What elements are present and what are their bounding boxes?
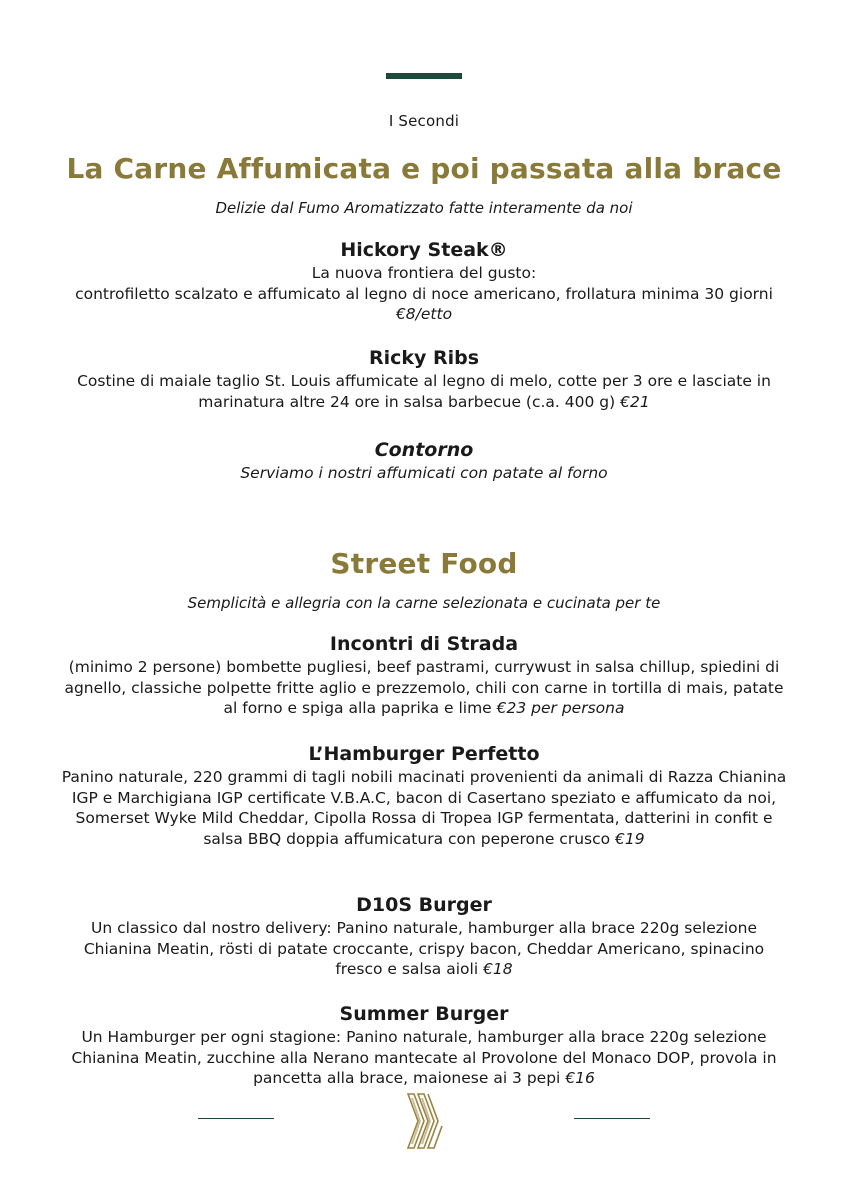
section-title-street-food: Street Food <box>330 547 518 580</box>
menu-item-description <box>60 1027 788 1089</box>
menu-item-description-text: controfiletto scalzato e affumicato al legno di noce americano, frollatura minima 30 giorni <box>75 284 773 303</box>
menu-item-price: €19 <box>615 829 645 848</box>
menu-item-description <box>60 263 788 325</box>
menu-item-description-text: Un classico dal nostro delivery: Panino naturale, hamburger alla brace 220g selezione Chianina Meatin, rösti di patate croccante, crispy bacon, Cheddar Americano, spinacino fresco e salsa aioli <box>83 919 765 978</box>
menu-item-name: Incontri di Strada <box>329 633 519 655</box>
menu-item-price: €21 <box>620 392 650 411</box>
menu-item-description-text: Panino naturale, 220 grammi di tagli nobili macinati provenienti da animali di Razza Chianina IGP e Marchigiana IGP certificate V.B.A.C, bacon di Casertano speziato e affumicato da noi, Somerset Wyke Mild Cheddar, Cipolla Rossa di Tropea IGP fermentata, datterini in confit e salsa BBQ doppia affumicatura con peperone crusco <box>61 768 787 848</box>
menu-item-name: Contorno <box>374 439 474 461</box>
menu-item-name: Summer Burger <box>339 1003 509 1025</box>
gold-chevron-monogram-icon <box>404 1092 444 1150</box>
top-divider <box>386 73 462 79</box>
menu-item-description-text: Costine di maiale taglio St. Louis affumicate al legno di melo, cotte per 3 ore e lasciate in marinatura altre 24 ore in salsa barbecue (c.a. 400 g) <box>77 372 771 411</box>
menu-item-price: €23 per persona <box>496 699 625 717</box>
menu-item-incontri-di-strada <box>60 632 788 719</box>
menu-item-description-text: (minimo 2 persone) bombette pugliesi, beef pastrami, currywust in salsa chillup, spiedini di agnello, classiche polpette fritte aglio e prezzemolo, chili con carne in tortilla di mais, patate al forno e spiga alla paprika e lime <box>64 658 784 717</box>
menu-item-description <box>60 918 788 980</box>
menu-item-summer-burger <box>60 1002 788 1089</box>
menu-item-hamburger-perfetto <box>60 742 788 849</box>
footer-divider-left <box>198 1118 274 1119</box>
section-title-carne-affumicata: La Carne Affumicata e poi passata alla brace <box>66 152 782 185</box>
menu-item-description-text: Un Hamburger per ogni stagione: Panino naturale, hamburger alla brace 220g selezione Chianina Meatin, zucchine alla Nerano mantecate al Provolone del Monaco DOP, provola in pancetta alla brace, maionese ai 3 pepi <box>71 1028 777 1087</box>
menu-item-description <box>60 767 788 849</box>
menu-item-contorno <box>60 438 788 484</box>
menu-item-description-intro: La nuova frontiera del gusto: <box>311 264 537 282</box>
menu-item-price: €8/etto <box>395 305 453 323</box>
menu-item-description <box>60 371 788 412</box>
footer-divider-right <box>574 1118 650 1119</box>
menu-item-price: €16 <box>565 1069 595 1087</box>
section-subtitle-carne-affumicata: Delizie dal Fumo Aromatizzato fatte interamente da noi <box>215 199 633 217</box>
menu-item-description: Serviamo i nostri affumicati con patate al forno <box>240 464 608 482</box>
page-kicker: I Secondi <box>388 112 460 130</box>
menu-item-name: Ricky Ribs <box>368 347 480 369</box>
menu-item-hickory-steak <box>60 238 788 325</box>
section-subtitle-street-food: Semplicità e allegria con la carne selezionata e cucinata per te <box>187 594 661 612</box>
menu-item-name: Hickory Steak® <box>340 239 508 261</box>
menu-item-description <box>60 657 788 719</box>
menu-item-ricky-ribs <box>60 346 788 412</box>
menu-item-d10s-burger <box>60 893 788 980</box>
menu-item-price: €18 <box>483 960 513 978</box>
menu-item-name: L’Hamburger Perfetto <box>308 743 540 765</box>
menu-item-name: D10S Burger <box>356 894 492 916</box>
